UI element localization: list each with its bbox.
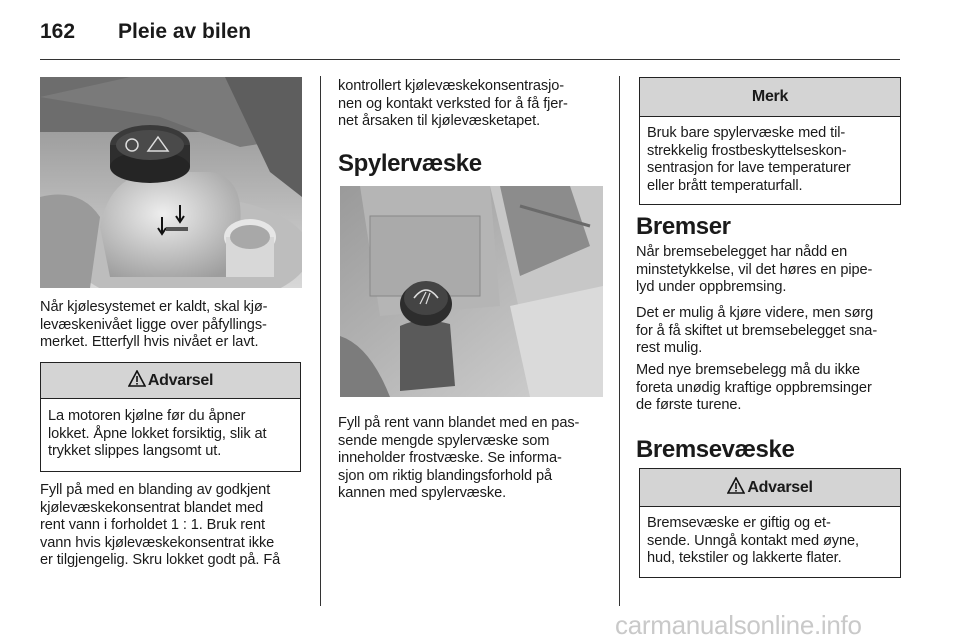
coolant-warning-box bbox=[40, 362, 301, 472]
text-line: sende mengde spylervæske som bbox=[338, 432, 550, 449]
text-line: minstetykkelse, vil det høres en pipe- bbox=[636, 261, 873, 278]
warning-title: Advarsel bbox=[747, 479, 813, 496]
warning-triangle-icon bbox=[128, 370, 146, 387]
text-line: lokket. Åpne lokket forsiktig, slik at bbox=[48, 425, 267, 442]
brake-fluid-warning-box bbox=[639, 468, 901, 578]
warning-title: Advarsel bbox=[147, 372, 214, 389]
text-line: foreta unødig kraftige oppbremsinger bbox=[636, 379, 872, 396]
text-line: sende. Unngå kontakt med øyne, bbox=[647, 532, 859, 549]
washer-fluid-photo bbox=[340, 186, 603, 397]
text-line: sjon om riktig blandingsforhold på bbox=[338, 467, 553, 484]
note-text bbox=[640, 117, 900, 195]
text-line: rest mulig. bbox=[636, 340, 703, 357]
text-line: La motoren kjølne før du åpner bbox=[48, 408, 246, 424]
text-line: sentrasjon for lave temperaturer bbox=[647, 160, 851, 177]
text-line: er tilgjengelig. Skru lokket godt på. Få bbox=[40, 552, 281, 569]
heading-brake-fluid: Bremsevæske bbox=[636, 436, 795, 463]
washer-fluid-paragraph bbox=[338, 415, 603, 503]
text-line: Med nye bremsebelegg må du ikke bbox=[636, 362, 861, 378]
coolant-reservoir-photo bbox=[40, 77, 302, 288]
warning-text bbox=[41, 399, 300, 461]
brakes-paragraph-2 bbox=[636, 305, 904, 358]
header-rule bbox=[40, 59, 900, 60]
text-line: Bremsevæske er giftig og et- bbox=[647, 515, 831, 531]
text-line: merket. Etterfyll hvis nivået er lavt. bbox=[40, 334, 259, 351]
warning-header bbox=[640, 469, 900, 507]
text-line: rent vann i forholdet 1 : 1. Bruk rent bbox=[40, 517, 265, 534]
text-line: eller brått temperaturfall. bbox=[647, 177, 803, 194]
page-title: Pleie av bilen bbox=[118, 20, 252, 43]
text-line: net årsaken til kjølevæsketapet. bbox=[338, 113, 541, 130]
brakes-paragraph-3 bbox=[636, 362, 904, 415]
watermark: carmanualsonline.info bbox=[615, 610, 862, 640]
text-line: Fyll på rent vann blandet med en pas- bbox=[338, 415, 580, 431]
text-line: kontrollert kjølevæskekonsentrasjo- bbox=[338, 78, 565, 94]
warning-header bbox=[41, 363, 300, 399]
text-line: strekkelig frostbeskyttelseskon- bbox=[647, 142, 847, 159]
heading-brakes: Bremser bbox=[636, 213, 731, 240]
text-line: kjølevæskekonsentrat blandet med bbox=[40, 499, 264, 516]
coolant-mixture-paragraph bbox=[40, 482, 306, 570]
note-box bbox=[639, 77, 901, 205]
text-line: inneholder frostvæske. Se informa- bbox=[338, 450, 562, 467]
text-line: vann hvis kjølevæskekonsentrat ikke bbox=[40, 534, 275, 551]
text-line: kannen med spylervæske. bbox=[338, 485, 507, 502]
warning-triangle-icon bbox=[727, 477, 745, 494]
heading-washer-fluid: Spylervæske bbox=[338, 150, 482, 177]
coolant-level-paragraph bbox=[40, 299, 302, 352]
text-line: Det er mulig å kjøre videre, men sørg bbox=[636, 305, 874, 321]
text-line: de første turene. bbox=[636, 397, 742, 414]
text-line: lyd under oppbremsing. bbox=[636, 279, 787, 296]
text-line: levæskenivået ligge over påfyllings- bbox=[40, 316, 267, 333]
text-line: Når kjølesystemet er kaldt, skal kjø- bbox=[40, 299, 268, 315]
text-line: trykket slippes langsomt ut. bbox=[48, 443, 222, 460]
note-title: Merk bbox=[640, 78, 900, 117]
warning-text bbox=[640, 507, 900, 568]
text-line: hud, tekstiler og lakkerte flater. bbox=[647, 550, 842, 567]
text-line: Bruk bare spylervæske med til- bbox=[647, 125, 846, 141]
brakes-paragraph-1 bbox=[636, 244, 904, 297]
column-divider-left bbox=[320, 76, 321, 606]
page-number: 162 bbox=[40, 20, 76, 43]
text-line: for å få skiftet ut bremsebelegget sna- bbox=[636, 322, 878, 339]
text-line: Fyll på med en blanding av godkjent bbox=[40, 482, 271, 498]
coolant-check-paragraph bbox=[338, 78, 603, 131]
text-line: Når bremsebelegget har nådd en bbox=[636, 244, 848, 260]
column-divider-right bbox=[619, 76, 620, 606]
text-line: nen og kontakt verksted for å få fjer- bbox=[338, 95, 568, 112]
